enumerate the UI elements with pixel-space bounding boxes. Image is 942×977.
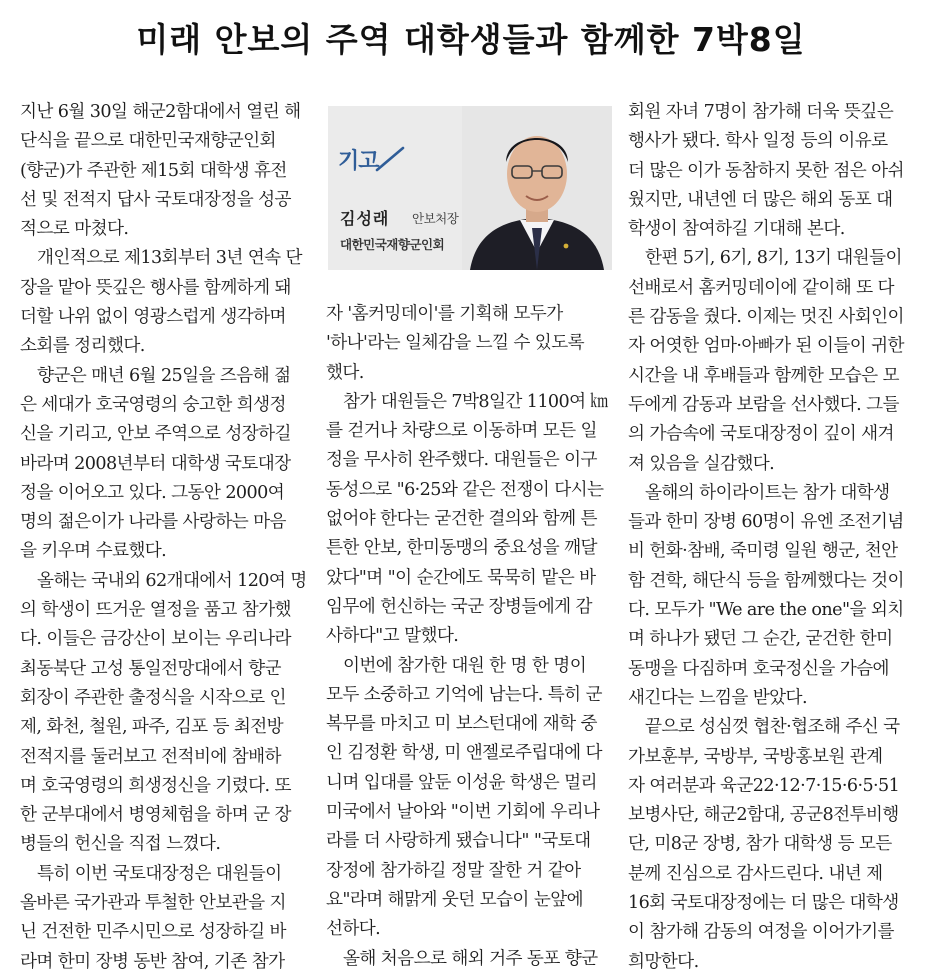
text-line: 들과 한미 장병 60명이 유엔 조전기념 <box>628 512 904 533</box>
text-line: 새긴다는 느낌을 받았다. <box>628 687 807 708</box>
text-line: 전적지를 둘러보고 전적비에 참배하 <box>20 746 281 767</box>
text-line: 올해의 하이라이트는 참가 대학생 <box>645 482 890 503</box>
text-line: 회원 자녀 7명이 참가해 더욱 뜻깊은 <box>628 102 894 122</box>
text-line: 선배로서 홈커밍데이에 같이해 또 다 <box>628 277 894 298</box>
text-line: 닌 건전한 민주시민으로 성장하길 바 <box>20 922 286 943</box>
text-line: 소회를 정리했다. <box>20 336 145 357</box>
text-line: 분께 진심으로 감사드린다. 내년 제 <box>628 863 883 884</box>
text-line: 장을 맡아 뜻깊은 행사를 함께하게 돼 <box>20 277 291 298</box>
column-tag: 기고 <box>338 149 379 174</box>
text-line: 올바른 국가관과 투철한 안보관을 지 <box>20 893 286 914</box>
text-line: 참가 대원들은 7박8일간 1100여 ㎞ <box>343 391 608 412</box>
text-line: 복무를 마치고 미 보스턴대에 재학 중 <box>326 714 597 735</box>
text-line: 제, 화천, 철원, 파주, 김포 등 최전방 <box>20 717 284 738</box>
author-portrait <box>462 106 612 270</box>
text-line: 명의 젊은이가 나라를 사랑하는 마음 <box>20 512 286 533</box>
text-line: 보병사단, 해군2함대, 공군8전투비행 <box>628 805 899 826</box>
text-line: 동맹을 다짐하며 호국정신을 가슴에 <box>628 658 889 679</box>
text-line: 특히 이번 국토대장정은 대원들이 <box>37 863 282 884</box>
text-line: 은 세대가 호국영령의 숭고한 희생정 <box>20 394 286 415</box>
headline: 미래 안보의 주역 대학생들과 함께한 7박8일 <box>136 20 806 59</box>
text-line: 한편 5기, 6기, 8기, 13기 대원들이 <box>645 248 902 269</box>
text-line: 16회 국토대장정에는 더 많은 대학생 <box>628 893 899 914</box>
text-line: 이번에 참가한 대원 한 명 한 명이 <box>343 655 587 676</box>
column-3 <box>628 98 924 977</box>
text-line: 미국에서 날아와 "이번 기회에 우리나 <box>326 802 600 823</box>
text-line: 을 키우며 수료했다. <box>20 541 167 562</box>
text-line: 인 김정환 학생, 미 앤젤로주립대에 다 <box>326 743 602 764</box>
text-line: '하나'라는 일체감을 느낄 수 있도록 <box>326 333 584 354</box>
author-title: 안보처장 <box>412 211 459 226</box>
text-line: 더할 나위 없이 영광스럽게 생각하며 <box>20 307 286 328</box>
text-line: 향군은 매년 6월 25일을 즈음해 젊 <box>37 365 291 386</box>
text-line: 정을 이어오고 있다. 그동안 2000여 <box>20 482 285 503</box>
text-line: 선 및 전적지 답사 국토대장정을 성공 <box>20 189 291 210</box>
text-line: 없어야 한다는 굳건한 결의와 함께 튼 <box>326 509 597 530</box>
text-line: 끝으로 성심껏 협찬·협조해 주신 국 <box>645 717 900 738</box>
text-line: 자 여러분과 육군22·12·7·15·6·5·51 <box>628 775 900 796</box>
text-line: 다. 이들은 금강산이 보이는 우리나라 <box>20 629 291 650</box>
text-line: 회장이 주관한 출정식을 시작으로 인 <box>20 687 286 708</box>
text-line: 자 '홈커밍데이'를 기획해 모두가 <box>326 304 563 324</box>
text-line: (향군)가 주관한 제15회 대학생 휴전 <box>20 160 287 181</box>
text-line: 의 가슴속에 국토대장정이 깊이 새겨 <box>628 424 894 445</box>
text-line: 았다"며 "이 순간에도 묵묵히 맡은 바 <box>326 567 596 588</box>
text-line: 며 하나가 됐던 그 순간, 굳건한 한미 <box>628 629 893 650</box>
text-line: 이 참가해 감동의 여정을 이어가기를 <box>628 922 894 943</box>
text-line: 학생이 참여하길 기대해 본다. <box>628 219 845 240</box>
text-line: 했다. <box>326 362 364 383</box>
column-byline-box <box>328 106 612 270</box>
text-line: 병들의 헌신을 직접 느꼈다. <box>20 834 221 855</box>
text-line: 함 견학, 해단식 등을 함께했다는 것이 <box>628 570 904 591</box>
text-line: 신을 기리고, 안보 주역으로 성장하길 <box>20 424 291 445</box>
text-line: 적으로 마쳤다. <box>20 219 129 240</box>
text-line: 최동북단 고성 통일전망대에서 향군 <box>20 658 281 679</box>
text-line: 른 감동을 줬다. 이제는 멋진 사회인이 <box>628 307 904 328</box>
text-line: 의 학생이 뜨거운 열정을 품고 참가했 <box>20 600 291 621</box>
text-line: 희망한다. <box>628 951 699 972</box>
column-1 <box>20 98 316 977</box>
text-line: 더 많은 이가 동참하지 못한 점은 아쉬 <box>628 160 904 181</box>
text-line: 니며 입대를 앞둔 이성윤 학생은 멀리 <box>326 772 597 793</box>
text-line: 모두 소중하고 기억에 남는다. 특히 군 <box>326 684 602 705</box>
text-line: 를 걷거나 차량으로 이동하며 모든 일 <box>326 421 597 442</box>
text-line: 단식을 끝으로 대한민국재향군인회 <box>20 131 276 152</box>
text-line: 선하다. <box>326 919 381 940</box>
text-line: 올해는 국내외 62개대에서 120여 명 <box>37 570 307 591</box>
text-line: 지난 6월 30일 해군2함대에서 열린 해 <box>20 102 301 122</box>
text-line: 단, 미8군 장병, 참가 대학생 등 모든 <box>628 834 892 855</box>
text-line: 자 어엿한 엄마·아빠가 된 이들이 귀한 <box>628 336 904 357</box>
author-name: 김성래 <box>340 209 390 228</box>
text-line: 정을 무사히 완주했다. 대원들은 이구 <box>326 450 597 471</box>
text-line: 장정에 참가하길 정말 잘한 거 같아 <box>326 860 581 881</box>
text-line: 웠지만, 내년엔 더 많은 해외 동포 대 <box>628 189 893 210</box>
text-line: 올해 처음으로 해외 거주 동포 향군 <box>343 948 598 969</box>
text-line: 가보훈부, 국방부, 국방홍보원 관계 <box>628 746 883 767</box>
text-line: 시간을 내 후배들과 함께한 모습은 모 <box>628 365 899 386</box>
text-line: 튼한 안보, 한미동맹의 중요성을 깨달 <box>326 538 597 559</box>
text-line: 라며 한미 장병 동반 참여, 기존 참가 <box>20 951 285 972</box>
text-line: 바라며 2008년부터 대학생 국토대장 <box>20 453 291 474</box>
text-line: 며 호국영령의 희생정신을 기렸다. 또 <box>20 775 291 796</box>
author-org: 대한민국재향군인회 <box>340 237 445 252</box>
text-line: 요"라며 해맑게 웃던 모습이 눈앞에 <box>326 889 584 910</box>
text-line: 비 헌화·참배, 죽미령 일원 행군, 천안 <box>628 541 898 562</box>
text-line: 져 있음을 실감했다. <box>628 453 775 474</box>
text-line: 사하다"고 말했다. <box>326 626 459 647</box>
text-line: 한 군부대에서 병영체험을 하며 군 장 <box>20 805 291 826</box>
text-line: 행사가 됐다. 학사 일정 등의 이유로 <box>628 131 888 152</box>
slash-mark-icon <box>373 146 407 172</box>
text-line: 개인적으로 제13회부터 3년 연속 단 <box>37 248 302 269</box>
text-line: 다. 모두가 "We are the one"을 외치 <box>628 600 904 621</box>
column-2 <box>326 300 616 974</box>
text-line: 라를 더 사랑하게 됐습니다" "국토대 <box>326 831 591 852</box>
text-line: 동성으로 "6·25와 같은 전쟁이 다시는 <box>326 479 604 500</box>
text-line: 임무에 헌신하는 국군 장병들에게 감 <box>326 596 592 617</box>
text-line: 두에게 감동과 보람을 선사했다. 그들 <box>628 394 899 415</box>
